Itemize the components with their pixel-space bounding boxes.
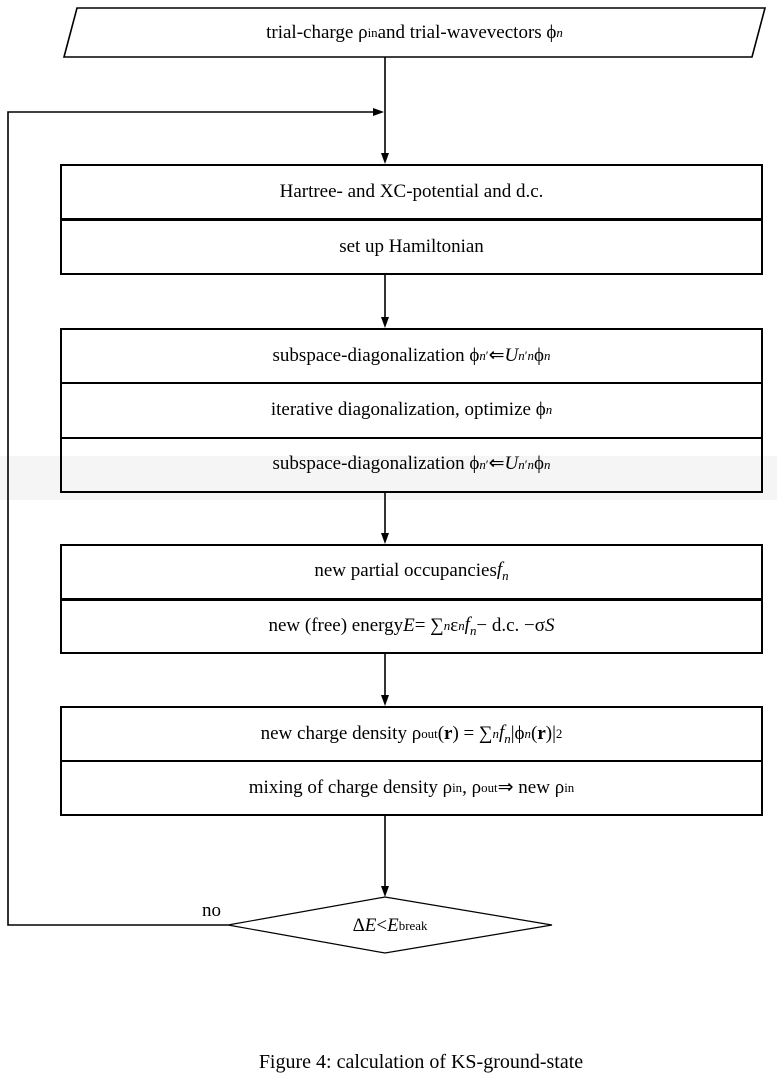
hamiltonian-row: set up Hamiltonian	[62, 218, 761, 273]
potential-row: Hartree- and XC-potential and d.c.	[279, 180, 544, 202]
figure-caption: Figure 4: calculation of KS-ground-state	[258, 1051, 584, 1073]
arrowhead-down-icon	[381, 317, 389, 328]
arrowhead-down-icon	[381, 153, 389, 164]
iterative-diagonalization-row: iterative diagonalization, optimize ϕ n	[62, 382, 761, 436]
arrowhead-down-icon	[381, 695, 389, 706]
input-node-label: trial-charge ρ in and trial-wavevectors ϕ n	[266, 21, 563, 43]
diagonalization-box	[60, 328, 763, 493]
decision-node-label: Δ E < E break	[352, 915, 428, 936]
occupancy-energy-box	[60, 544, 763, 654]
arrowhead-right-icon	[373, 108, 384, 116]
arrowhead-down-icon	[381, 533, 389, 544]
no-branch-label: no	[202, 900, 221, 921]
charge-mixing-row: mixing of charge density ρ in , ρ out ⇒ new ρ in	[62, 760, 761, 814]
free-energy-row: new (free) energy E = ∑ n ε n $f_n$ − d.c. −σ S	[62, 598, 761, 653]
new-charge-density-row: new charge density ρ out ( r ) = ∑ n $f_n$ |ϕ n ( r )| 2	[260, 721, 563, 746]
arrowhead-down-icon	[381, 886, 389, 897]
subspace-diagonalization-row: subspace-diagonalization ϕ n′ ⇐ U n′n ϕ n	[62, 437, 761, 491]
charge-density-box	[60, 706, 763, 816]
potential-hamiltonian-box	[60, 164, 763, 275]
subspace-diagonalization-row: subspace-diagonalization ϕ n′ ⇐ U n′n ϕ n	[272, 344, 551, 366]
partial-occupancies-row: new partial occupancies $f_n$	[314, 559, 509, 584]
